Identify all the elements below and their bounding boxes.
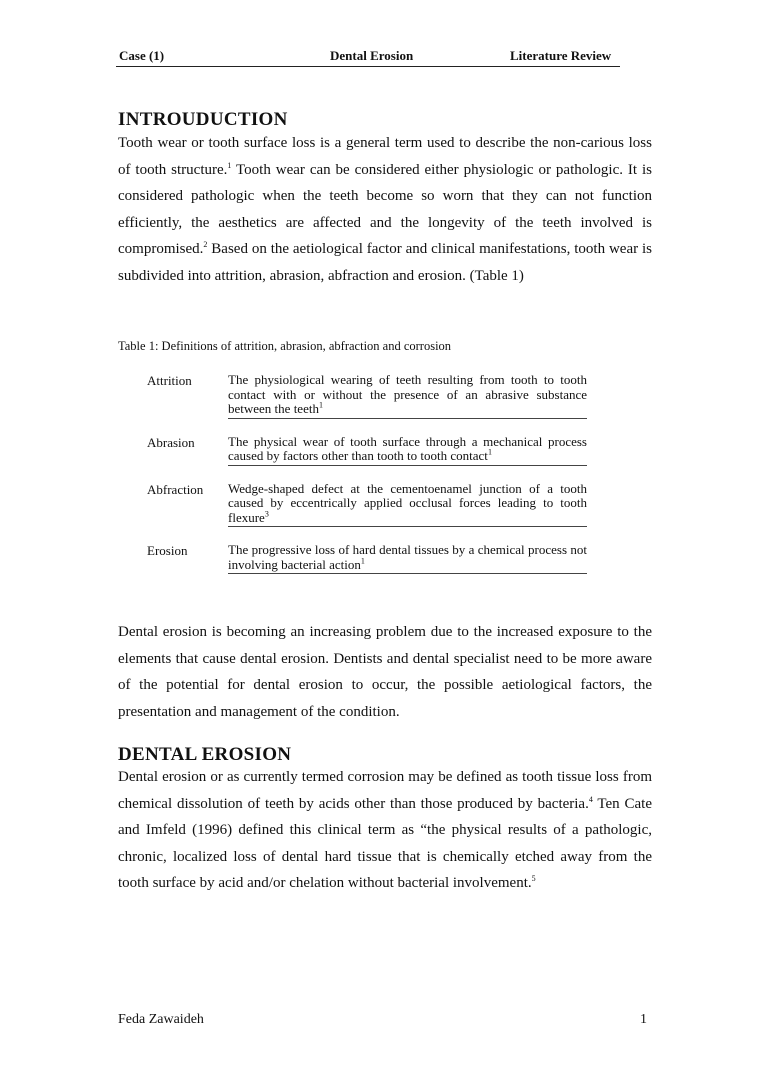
definition-ref: 1	[487, 447, 492, 457]
erosion-heading: DENTAL EROSION	[118, 744, 292, 765]
table-row	[147, 434, 587, 466]
term-cell: Erosion	[147, 543, 188, 558]
erosion-text-2: Ten Cate and Imfeld (1996) defined this clinical term as “the physical results of a pathologic, chronic, localized loss of dental hard tissue that is chemically etched away from the tooth surface by acid and/or chelation without bacterial involvement.	[118, 795, 652, 891]
header-doc-type: Literature Review	[510, 48, 612, 63]
intro-ref-2: 2	[203, 240, 208, 249]
erosion-paragraph	[118, 764, 652, 897]
running-header	[116, 46, 620, 67]
erosion-ref-2: 5	[531, 874, 536, 883]
exposure-paragraph: Dental erosion is becoming an increasing problem due to the increased exposure to the elements that cause dental erosion. Dentists and dental specialist need to be more aware of the potential for dental erosion to occur, the possible aetiological factors, the presentation and management of the condition.	[118, 624, 652, 720]
footer-author: Feda Zawaideh	[118, 1012, 204, 1027]
term-cell: Abfraction	[147, 481, 204, 497]
definition-text: The physiological wearing of teeth resulting from tooth to tooth contact with or without the presence of an abrasive substance between the teeth	[228, 372, 587, 416]
definition-cell	[228, 372, 587, 418]
definition-text: The progressive loss of hard dental tissues by a chemical process not involving bacterial action	[228, 542, 587, 572]
table-row	[147, 481, 587, 527]
definitions-table	[147, 372, 587, 574]
definition-ref: 3	[264, 509, 269, 519]
definition-ref: 1	[360, 556, 365, 566]
definition-cell	[228, 434, 587, 466]
definition-text: The physical wear of tooth surface through a mechanical process caused by factors other than tooth to tooth contact	[228, 433, 587, 463]
header-case: Case (1)	[119, 48, 165, 63]
intro-heading: INTROUDUCTION	[118, 109, 288, 130]
definition-cell	[228, 542, 587, 574]
table-caption: Table 1: Definitions of attrition, abrasion, abfraction and corrosion	[118, 339, 452, 353]
erosion-ref-1: 4	[588, 794, 593, 804]
table-row	[147, 372, 587, 418]
intro-text-2: Tooth wear can be considered either physiologic or pathologic. It is considered pathologic when the teeth become so worn that they can not function efficiently, the aesthetics are affected and the longevity of the teeth involved is compromised.	[118, 161, 652, 257]
intro-text-1: Tooth wear or tooth surface loss is a general term used to describe the non-carious loss of tooth structure.	[118, 135, 652, 178]
intro-paragraph	[118, 130, 652, 289]
intro-text-3: Based on the aetiological factor and clinical manifestations, tooth wear is subdivided into attrition, abrasion, abfraction and erosion. (Table 1)	[118, 241, 652, 284]
definition-text: Wedge-shaped defect at the cementoenamel junction of a tooth caused by eccentrically applied occlusal forces leading to tooth flexure	[228, 480, 587, 525]
page-number: 1	[640, 1012, 647, 1027]
table-row	[147, 542, 587, 574]
intro-ref-1: 1	[227, 160, 232, 170]
definition-cell	[228, 481, 587, 527]
term-cell: Attrition	[147, 373, 192, 388]
term-cell: Abrasion	[147, 434, 195, 450]
erosion-text-1: Dental erosion or as currently termed corrosion may be defined as tooth tissue loss from chemical dissolution of teeth by acids other than those produced by bacteria.	[118, 769, 652, 812]
definition-ref: 1	[318, 400, 323, 410]
header-topic: Dental Erosion	[330, 48, 414, 63]
